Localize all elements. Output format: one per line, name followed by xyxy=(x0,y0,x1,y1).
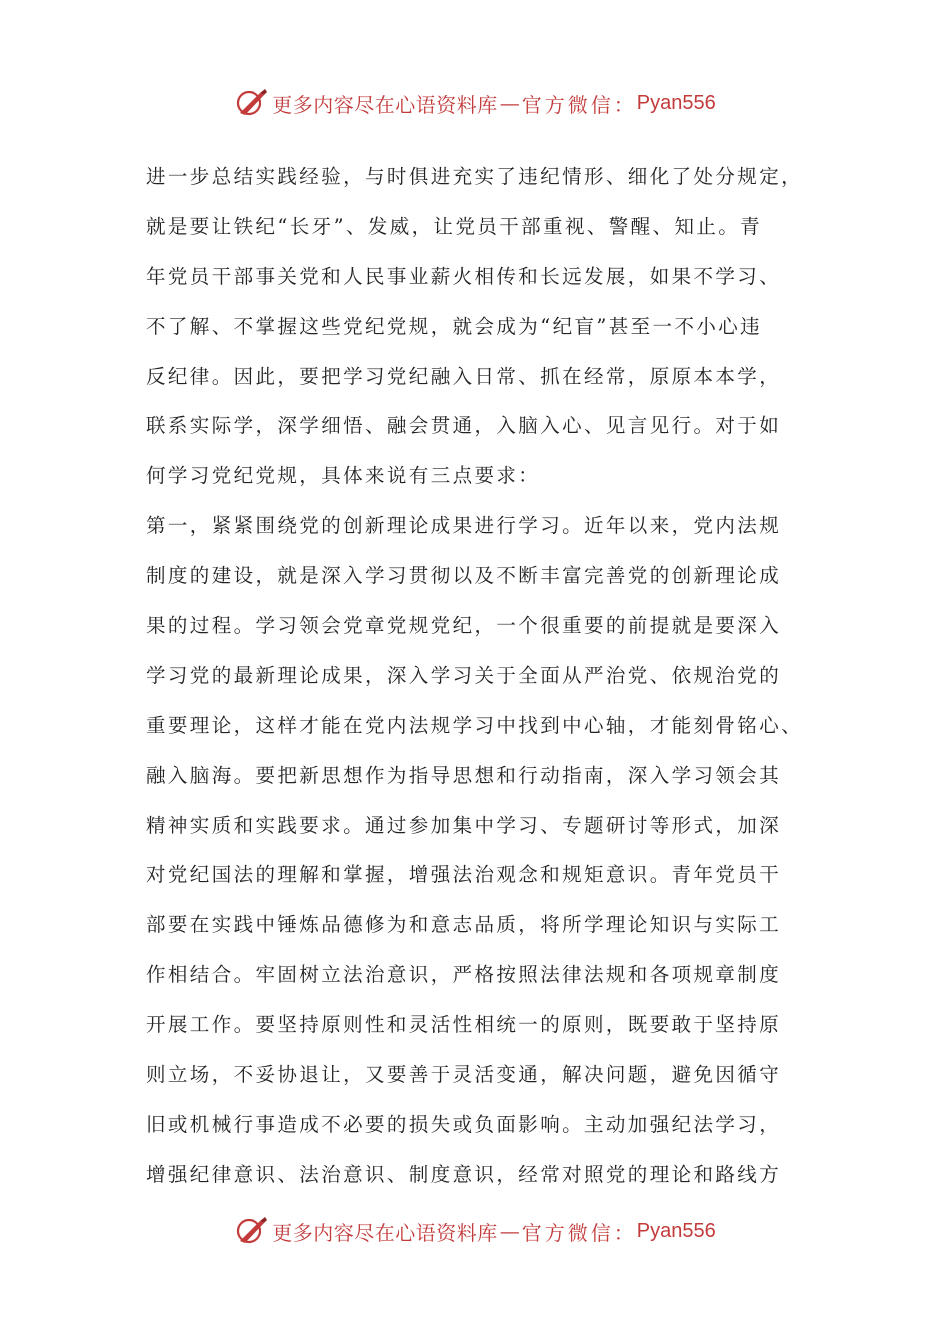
text-line: 对党纪国法的理解和掌握，增强法治观念和规矩意识。青年党员干 xyxy=(146,863,782,887)
banner-account: Pyan556 xyxy=(636,1219,716,1242)
document-body xyxy=(146,152,816,1200)
text-line: 年党员干部事关党和人民事业薪火相传和长远发展，如果不学习、 xyxy=(146,264,782,288)
text-line: 何学习党纪党规，具体来说有三点要求： xyxy=(146,464,541,488)
text-line: 部要在实践中锤炼品德修为和意志品质，将所学理论知识与实际工 xyxy=(146,913,782,937)
footer-banner xyxy=(0,1211,950,1251)
text-line: 则立场，不妥协退让，又要善于灵活变通，解决问题，避免因循守 xyxy=(146,1063,782,1087)
text-line: 就是要让铁纪“长牙”、发威，让党员干部重视、警醒、知止。青 xyxy=(146,214,763,238)
text-line: 不了解、不掌握这些党纪党规，就会成为“纪盲”甚至一不小心违 xyxy=(146,314,763,338)
banner-dash: — xyxy=(499,91,520,115)
text-line: 旧或机械行事造成不必要的损失或负面影响。主动加强纪法学习， xyxy=(146,1112,782,1136)
text-line: 学习党的最新理论成果，深入学习关于全面从严治党、依规治党的 xyxy=(146,663,782,687)
text-line: 融入脑海。要把新思想作为指导思想和行动指南，深入学习领会其 xyxy=(146,763,782,787)
pen-logo-icon xyxy=(234,86,268,120)
text-line: 重要理论，这样才能在党内法规学习中找到中心轴，才能刻骨铭心、 xyxy=(146,713,804,737)
text-line: 反纪律。因此，要把学习党纪融入日常、抓在经常，原原本本学， xyxy=(146,364,782,388)
text-line: 开展工作。要坚持原则性和灵活性相统一的原则，既要敢于坚持原 xyxy=(146,1013,782,1037)
text-line: 作相结合。牢固树立法治意识，严格按照法律法规和各项规章制度 xyxy=(146,963,782,987)
pen-logo-icon xyxy=(234,1214,268,1248)
text-line: 进一步总结实践经验，与时俱进充实了违纪情形、细化了处分规定， xyxy=(146,165,804,188)
banner-dash: — xyxy=(499,1219,520,1243)
banner-brand-text: 更多内容尽在心语资料库 xyxy=(272,92,498,117)
text-line: 第一，紧紧围绕党的创新理论成果进行学习。近年以来，党内法规 xyxy=(146,514,782,538)
banner-wechat-label: 官方微信： xyxy=(521,1220,637,1245)
banner-account: Pyan556 xyxy=(636,91,716,114)
text-line: 增强纪律意识、法治意识、制度意识，经常对照党的理论和路线方 xyxy=(146,1162,782,1186)
text-line: 精神实质和实践要求。通过参加集中学习、专题研讨等形式，加深 xyxy=(146,813,782,837)
text-line: 果的过程。学习领会党章党规党纪，一个很重要的前提就是要深入 xyxy=(146,614,782,638)
text-line: 联系实际学，深学细悟、融会贯通，入脑入心、见言见行。对于如 xyxy=(146,414,782,438)
banner-brand-text: 更多内容尽在心语资料库 xyxy=(272,1220,498,1245)
header-banner xyxy=(0,83,950,123)
banner-wechat-label: 官方微信： xyxy=(521,92,637,117)
text-line: 制度的建设，就是深入学习贯彻以及不断丰富完善党的创新理论成 xyxy=(146,564,782,588)
